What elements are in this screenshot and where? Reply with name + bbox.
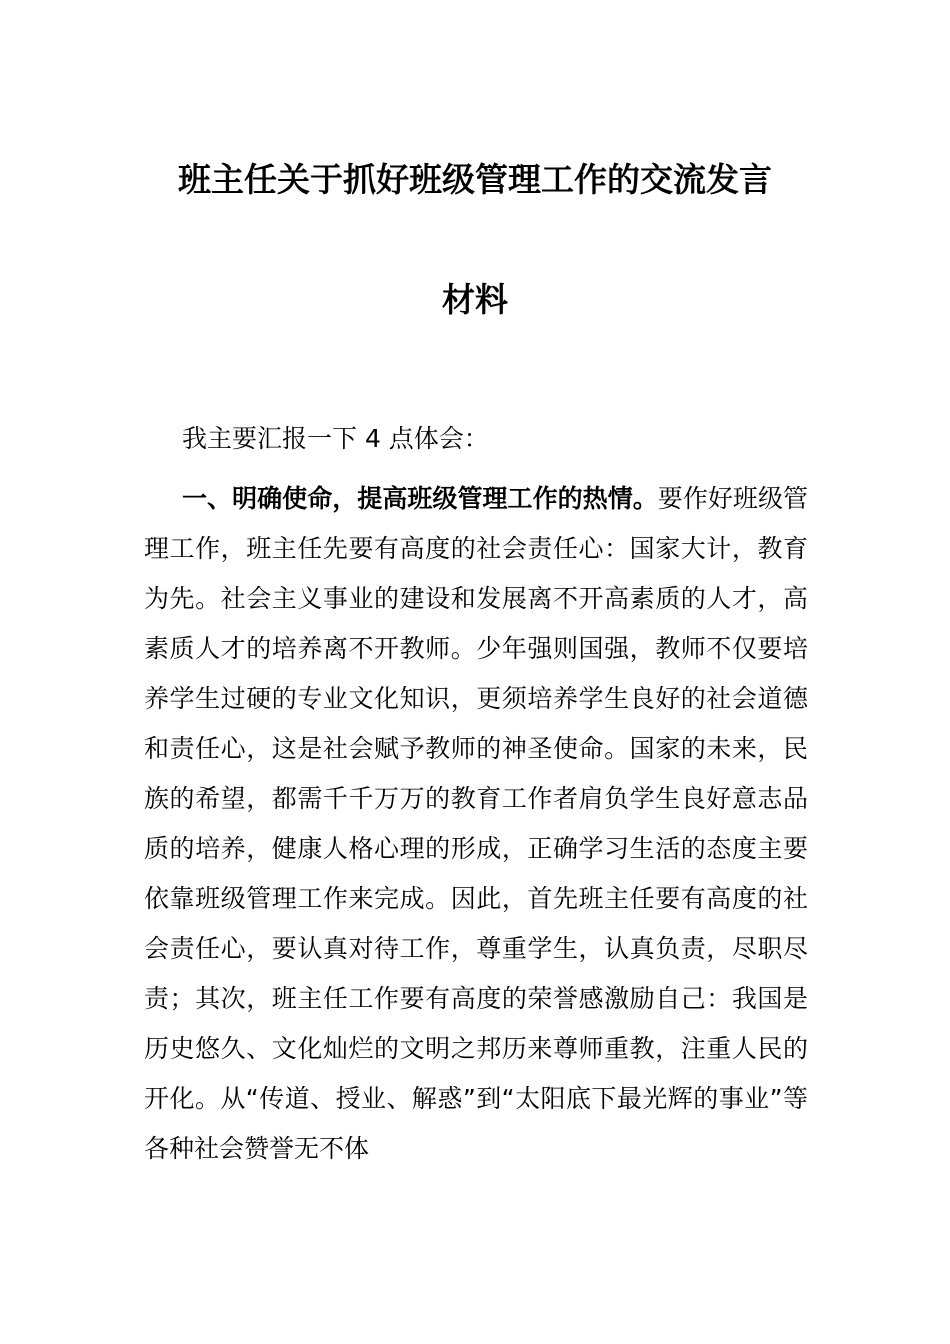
section-1-paragraph	[144, 474, 808, 1174]
document-title-line-1: 班主任关于抓好班级管理工作的交流发言	[178, 160, 772, 199]
section-1-heading: 一、明确使命，提高班级管理工作的热情。	[182, 484, 658, 513]
document-title-line-2: 材料	[442, 280, 508, 319]
section-1-text: 要作好班级管理工作，班主任先要有高度的社会责任心：国家大计，教育为先。社会主义事业的建设和发展离不开高素质的人才，高素质人才的培养离不开教师。少年强则国强，教师不仅要培养学生过硬的专业文化知识，更须培养学生良好的社会道德和责任心，这是社会赋予教师的神圣使命。国家的未来，民族的希望，都需千千万万的教育工作者肩负学生良好意志品质的培养，健康人格心理的形成，正确学习生活的态度主要依靠班级管理工作来完成。因此，首先班主任要有高度的社会责任心，要认真对待工作，尊重学生，认真负责，尽职尽责；其次，班主任工作要有高度的荣誉感激励自己：我国是历史悠久、文化灿烂的文明之邦历来尊师重教，注重人民的开化。从“传道、授业、解惑”到“太阳底下最光辉的事业”等各种社会赞誉无不体	[144, 484, 808, 1163]
intro-paragraph: 我主要汇报一下 4 点体会：	[182, 424, 489, 453]
